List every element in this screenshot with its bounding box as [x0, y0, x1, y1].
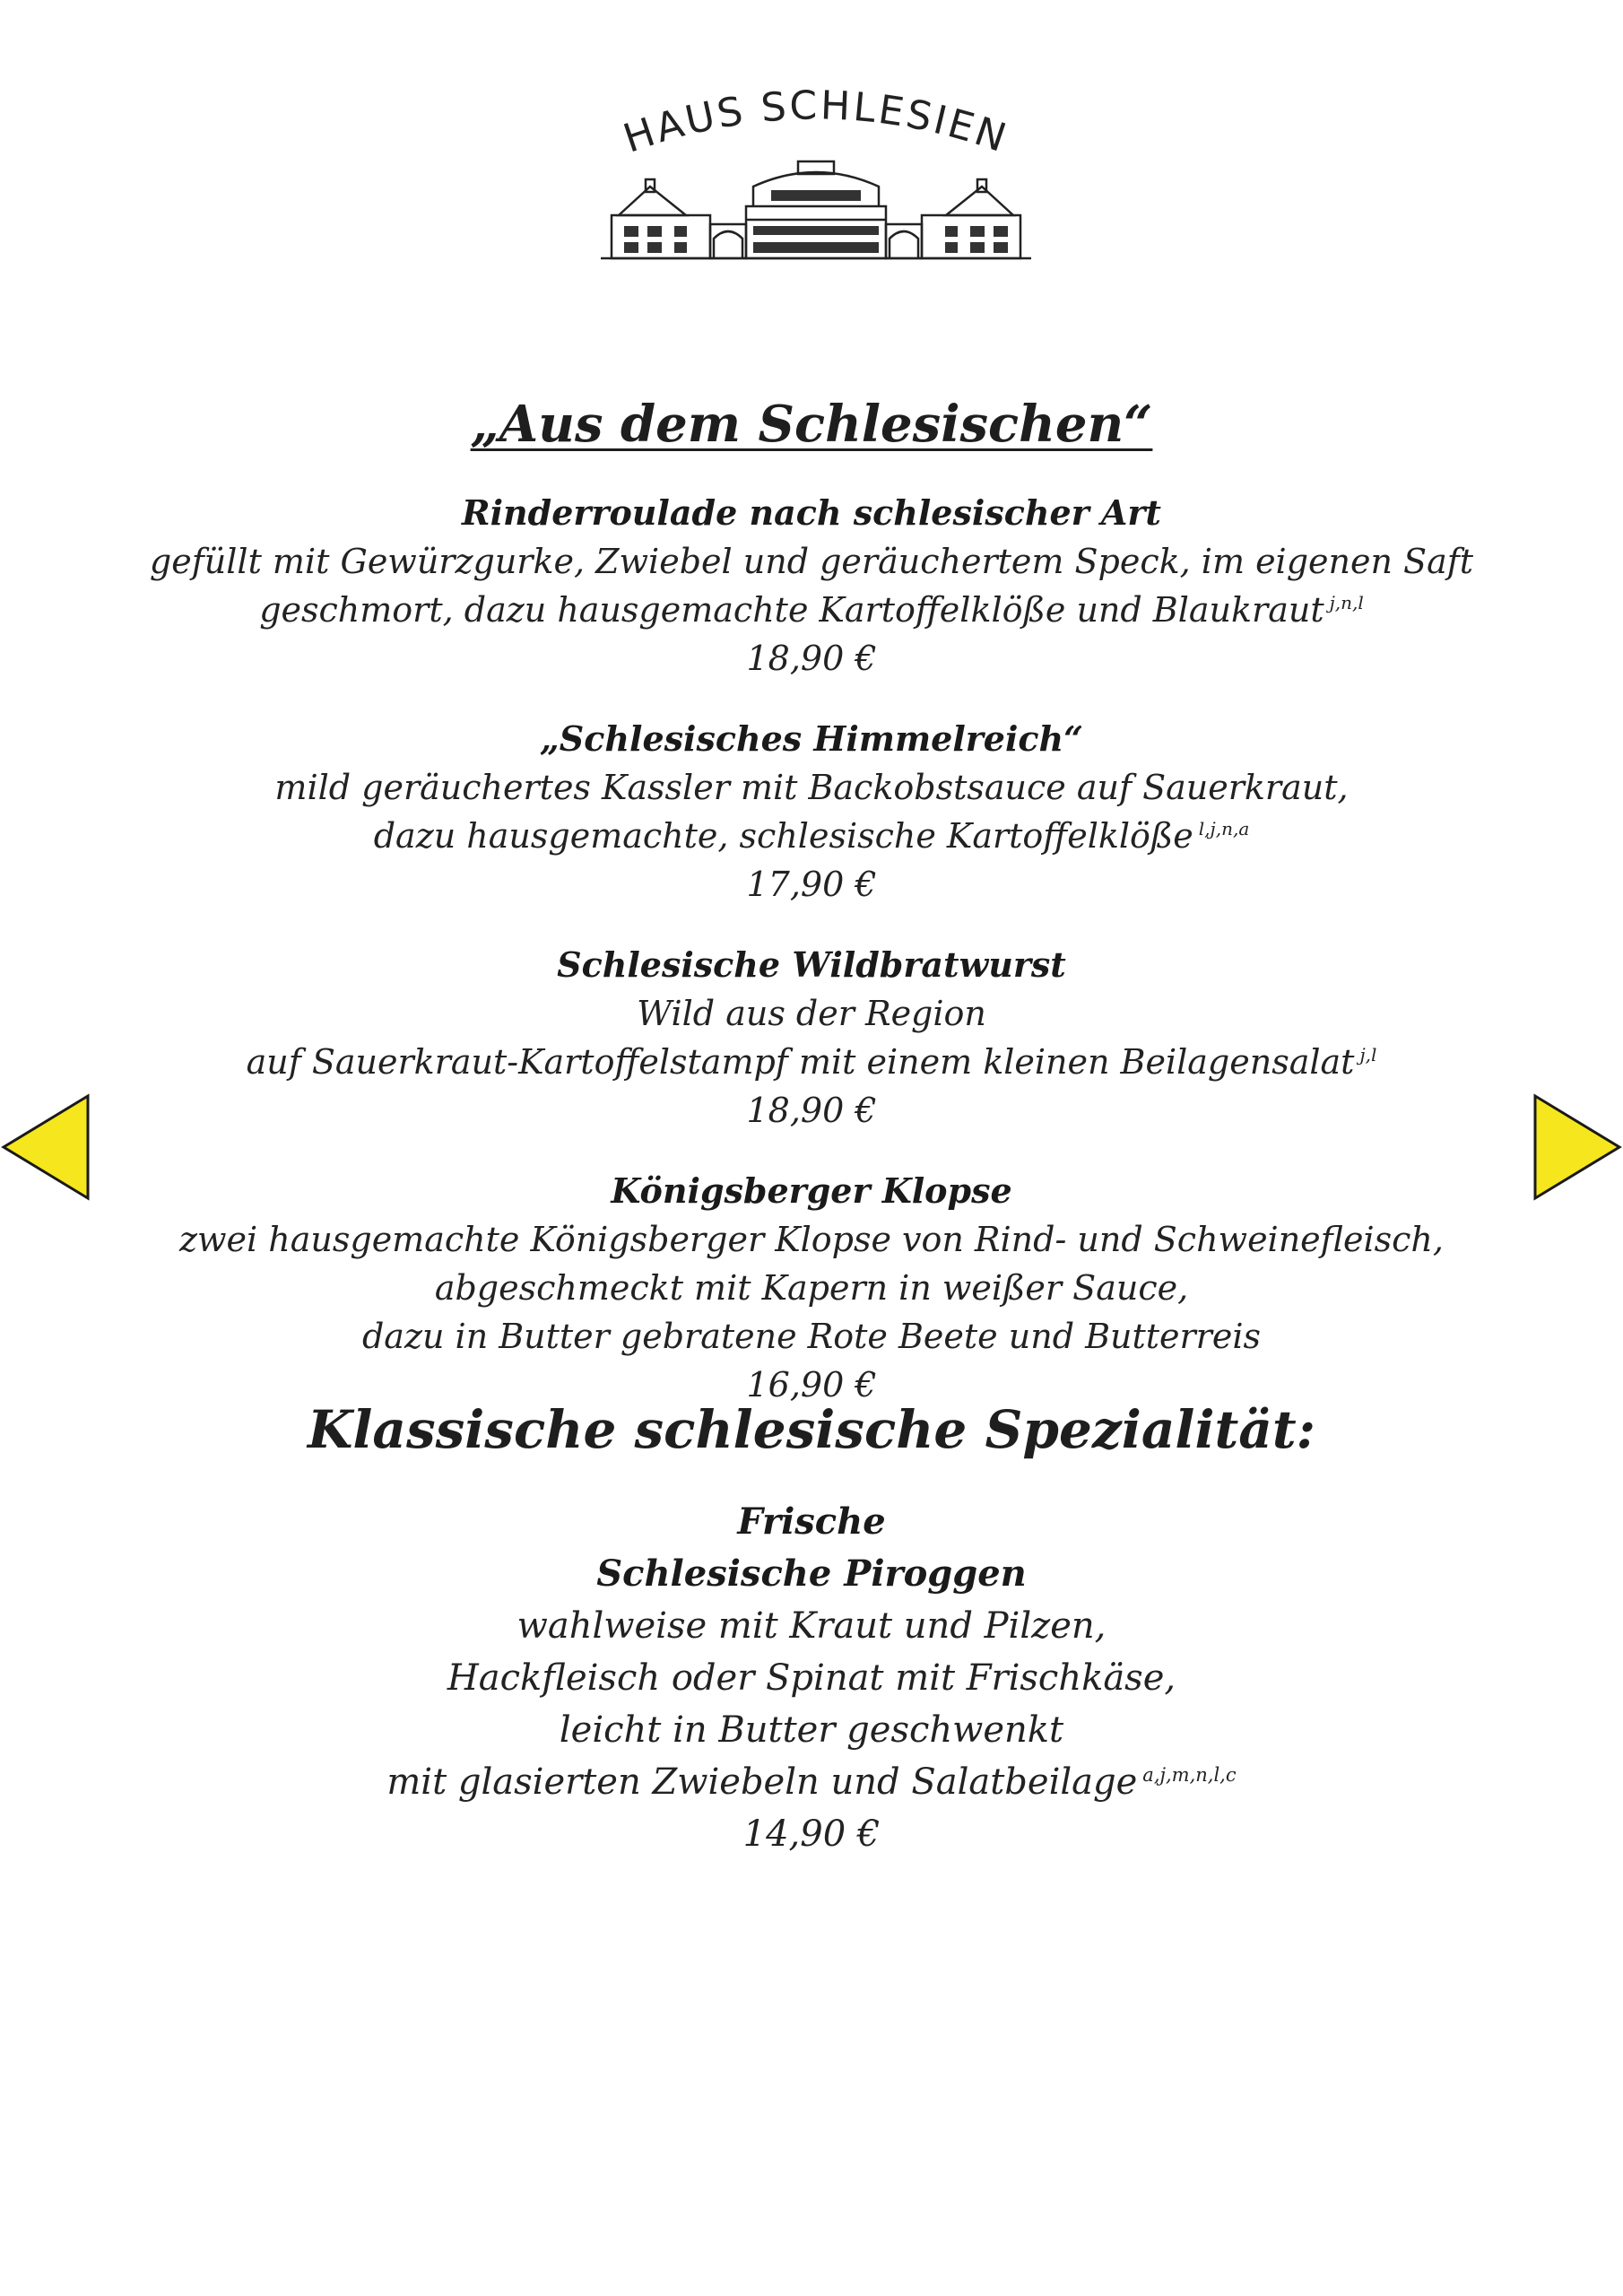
dish-description-line — [0, 586, 1623, 634]
special-price: 14,90 € — [742, 1813, 881, 1855]
special-dish — [0, 1496, 1623, 1860]
dish-description-line — [0, 812, 1623, 860]
dish-description-line: abgeschmeckt mit Kapern in weißer Sauce, — [434, 1268, 1189, 1308]
special-description-line: leicht in Butter geschwenkt — [559, 1709, 1064, 1751]
dish-name: Schlesische Wildbratwurst — [557, 944, 1066, 985]
dish-description-text: auf Sauerkraut-Kartoffelstampf mit einem kleinen Beilagensalat — [246, 1042, 1355, 1082]
special-description-line — [0, 1756, 1623, 1808]
special-description-line: wahlweise mit Kraut und Pilzen, — [516, 1605, 1107, 1647]
dish-list — [0, 489, 1623, 1441]
dish-description-line: mild geräuchertes Kassler mit Backobstsauce auf Sauerkraut, — [274, 768, 1349, 807]
special-description-line: Hackfleisch oder Spinat mit Frischkäse, — [447, 1657, 1176, 1699]
allergen-codes: j,l — [1359, 1044, 1377, 1066]
dish-description-line: zwei hausgemachte Königsberger Klopse von Rind- und Schweinefleisch, — [179, 1220, 1444, 1259]
allergen-codes: j,n,l — [1329, 592, 1364, 614]
dish-price: 18,90 € — [746, 639, 877, 678]
dish-item — [0, 941, 1623, 1135]
dish-description-line: Wild aus der Region — [637, 994, 986, 1033]
special-name-line: Schlesische Piroggen — [596, 1552, 1027, 1595]
dish-item — [0, 715, 1623, 909]
dish-price: 17,90 € — [746, 865, 877, 904]
dish-description-line: gefüllt mit Gewürzgurke, Zwiebel und geräuchertem Speck, im eigenen Saft — [149, 542, 1474, 581]
dish-name: „Schlesisches Himmelreich“ — [539, 718, 1084, 759]
dish-description-text: geschmort, dazu hausgemachte Kartoffelklöße und Blaukraut — [259, 590, 1324, 630]
dish-item — [0, 1167, 1623, 1409]
dish-description-line — [0, 1038, 1623, 1086]
special-name-line: Frische — [737, 1500, 886, 1543]
building-logo-icon — [592, 72, 1040, 269]
allergen-codes: l,j,n,a — [1198, 818, 1250, 840]
triangle-left-icon[interactable] — [0, 1092, 91, 1202]
allergen-codes: a,j,m,n,l,c — [1142, 1763, 1237, 1786]
special-title: Klassische schlesische Spezialität: — [307, 1399, 1316, 1460]
special-description-text: mit glasierten Zwiebeln und Salatbeilage — [386, 1761, 1138, 1803]
dish-price: 18,90 € — [746, 1091, 877, 1130]
dish-name: Königsberger Klopse — [611, 1170, 1012, 1211]
dish-name: Rinderroulade nach schlesischer Art — [462, 492, 1161, 533]
dish-item — [0, 489, 1623, 683]
section-title: „Aus dem Schlesischen“ — [470, 395, 1153, 454]
svg-text:HAUS SCHLESIEN: HAUS SCHLESIEN — [618, 83, 1014, 162]
haus-schlesien-logo — [592, 72, 1040, 269]
dish-description-line: dazu in Butter gebratene Rote Beete und Butterreis — [361, 1317, 1261, 1356]
triangle-right-icon[interactable] — [1532, 1092, 1623, 1202]
dish-description-text: dazu hausgemachte, schlesische Kartoffelklöße — [373, 816, 1193, 856]
dish-price: 16,90 € — [746, 1365, 877, 1405]
